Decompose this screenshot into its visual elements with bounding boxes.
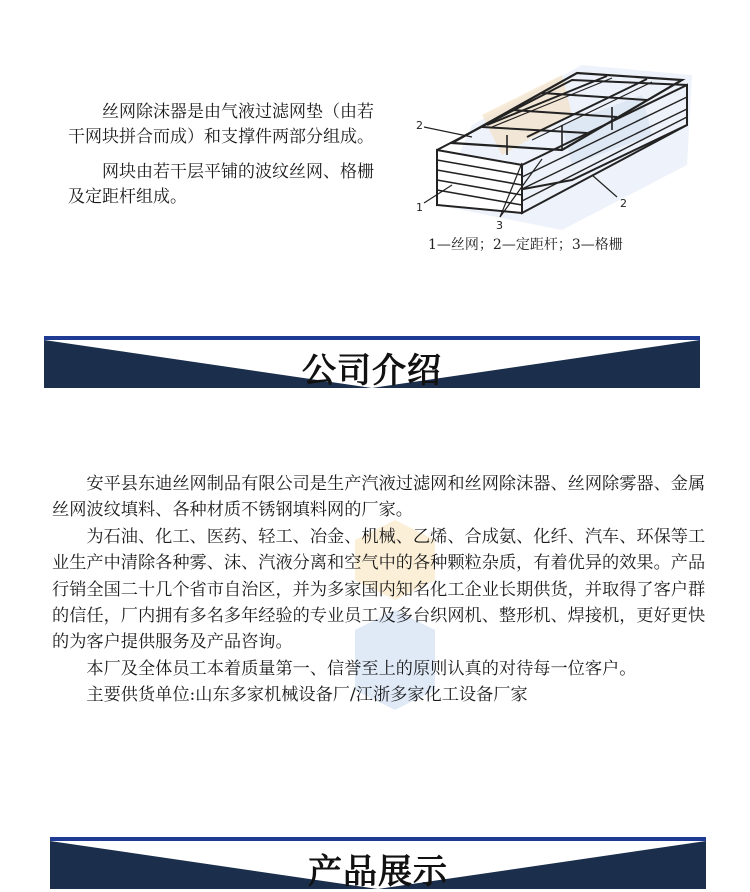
- company-description: [52, 471, 712, 709]
- banner-band: [50, 841, 706, 889]
- section-title-company: 公司介绍: [302, 351, 442, 388]
- label-2-top: 2: [416, 119, 423, 132]
- intro-paragraph: 丝网除沫器是由气液过滤网垫（由若干网块拼合而成）和支撑件两部分组成。: [68, 102, 374, 147]
- intro-text: [68, 100, 378, 220]
- company-paragraph: 主要供货单位:山东多家机械设备厂/江浙多家化工设备厂家: [86, 685, 528, 706]
- banner-band: [44, 340, 700, 388]
- section-banner-products: [50, 837, 706, 889]
- section-title-products: 产品展示: [308, 852, 448, 889]
- intro-paragraph: 网块由若干层平铺的波纹丝网、格栅及定距杆组成。: [68, 162, 374, 207]
- label-1: 1: [416, 201, 423, 214]
- figure-caption: 1—丝网；2—定距杆；3—格栅: [428, 237, 623, 253]
- company-paragraph: 安平县东迪丝网制品有限公司是生产汽液过滤网和丝网除沫器、丝网除雾器、金属丝网波纹填料、各种材质不锈钢填料网的厂家。: [52, 474, 706, 521]
- label-2-bottom: 2: [620, 197, 627, 210]
- company-paragraph: 为石油、化工、医药、轻工、冶金、机械、乙烯、合成氨、化纤、汽车、环保等工业生产中清除各种雾、沫、汽液分离和空气中的各种颗粒杂质，有着优异的效果。产品行销全国二十几个省市自治区，并为多家国内知名化工企业长期供货，并取得了客户群的信任，厂内拥有多名多年经验的专业员工及多台织网机、整形机、焊接机，更好更快的为客户提供服务及产品咨询。: [52, 526, 706, 653]
- company-paragraph: 本厂及全体员工本着质量第一、信誉至上的原则认真的对待每一位客户。: [86, 658, 637, 679]
- demister-drawing: [412, 55, 702, 235]
- section-banner-company: [44, 336, 700, 388]
- label-3: 3: [496, 219, 503, 232]
